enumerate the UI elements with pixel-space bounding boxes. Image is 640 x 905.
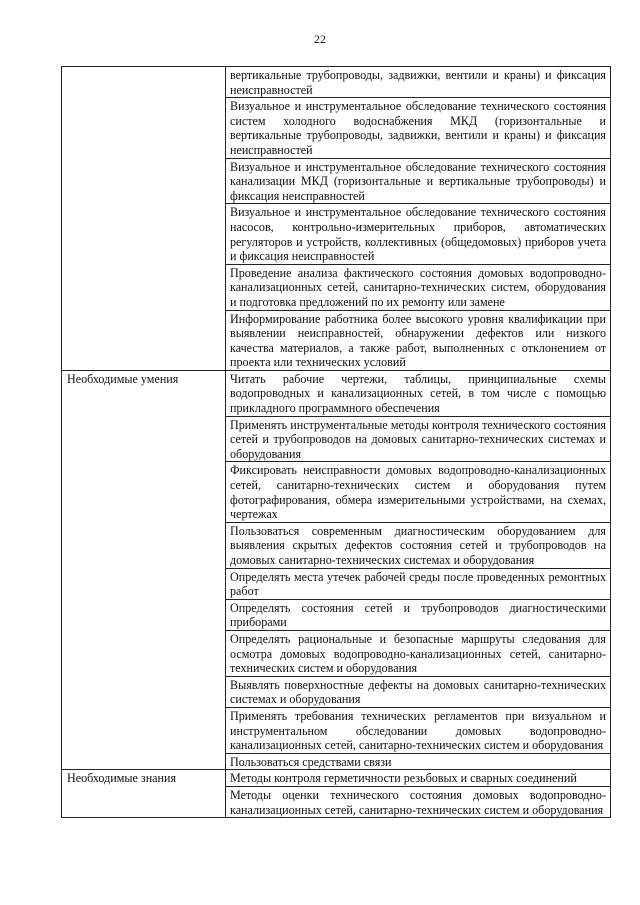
table-cell: Информирование работника более высокого уровня квалификации при выявлении неисправностей, обнаружении дефектов или низкого качества материалов, а также работ, выполненных с отклонением от проекта или технических условий [226, 310, 611, 370]
table-cell: Определять места утечек рабочей среды после проведенных ремонтных работ [226, 568, 611, 599]
section-label-skills: Необходимые умения [62, 370, 226, 769]
table-cell: Применять инструментальные методы контроля технического состояния сетей и трубопроводов на домовых санитарно-технических системах и оборудования [226, 416, 611, 462]
table-cell: Методы контроля герметичности резьбовых и сварных соединений [226, 770, 611, 787]
table-cell: Выявлять поверхностные дефекты на домовых санитарно-технических системах и оборудования [226, 676, 611, 707]
table-cell: Применять требования технических регламентов при визуальном и инструментальном обследовании домовых водопроводно-канализационных сетей, санитарно-технических систем и оборудования [226, 707, 611, 753]
table-cell: Определять рациональные и безопасные маршруты следования для осмотра домовых водопроводно-канализационных сетей, санитарно-технических систем и оборудования [226, 630, 611, 676]
table-row [62, 370, 611, 416]
table-cell: Проведение анализа фактического состояния домовых водопроводно-канализационных сетей, санитарно-технических систем, оборудования и подготовка предложений по их ремонту или замене [226, 264, 611, 310]
table-row [62, 67, 611, 98]
section-label-knowledge: Необходимые знания [62, 770, 226, 818]
table-row [62, 770, 611, 787]
table-cell: Фиксировать неисправности домовых водопроводно-канализационных сетей, санитарно-технических систем и оборудования путем фотографирования, обмера измерительными устройствами, на схемах, чертежах [226, 462, 611, 522]
table-cell: Пользоваться современным диагностическим оборудованием для выявления скрытых дефектов состояния сетей и трубопроводов на домовых санитарно-технических системах и оборудования [226, 522, 611, 568]
table-cell: вертикальные трубопроводы, задвижки, вентили и краны) и фиксация неисправностей [226, 67, 611, 98]
table-cell: Пользоваться средствами связи [226, 753, 611, 770]
table-cell: Методы оценки технического состояния домовых водопроводно-канализационных сетей, санитарно-технических систем и оборудования [226, 786, 611, 817]
table-cell: Визуальное и инструментальное обследование технического состояния систем холодного водоснабжения МКД (горизонтальные и вертикальные трубопроводы, задвижки, вентили и краны) и фиксация неисправностей [226, 98, 611, 158]
table-cell: Читать рабочие чертежи, таблицы, принципиальные схемы водопроводных и канализационных сетей, в том числе с помощью прикладного программного обеспечения [226, 370, 611, 416]
section-label [62, 67, 226, 371]
table-cell: Определять состояния сетей и трубопроводов диагностическими приборами [226, 599, 611, 630]
page-number: 22 [314, 32, 326, 46]
competency-table [61, 66, 611, 818]
table-cell: Визуальное и инструментальное обследование технического состояния канализации МКД (горизонтальные и вертикальные трубопроводы) и фиксация неисправностей [226, 158, 611, 204]
table-cell: Визуальное и инструментальное обследование технического состояния насосов, контрольно-измерительных приборов, автоматических регуляторов и устройств, коллективных (общедомовых) приборов учета и фиксация неисправностей [226, 204, 611, 264]
